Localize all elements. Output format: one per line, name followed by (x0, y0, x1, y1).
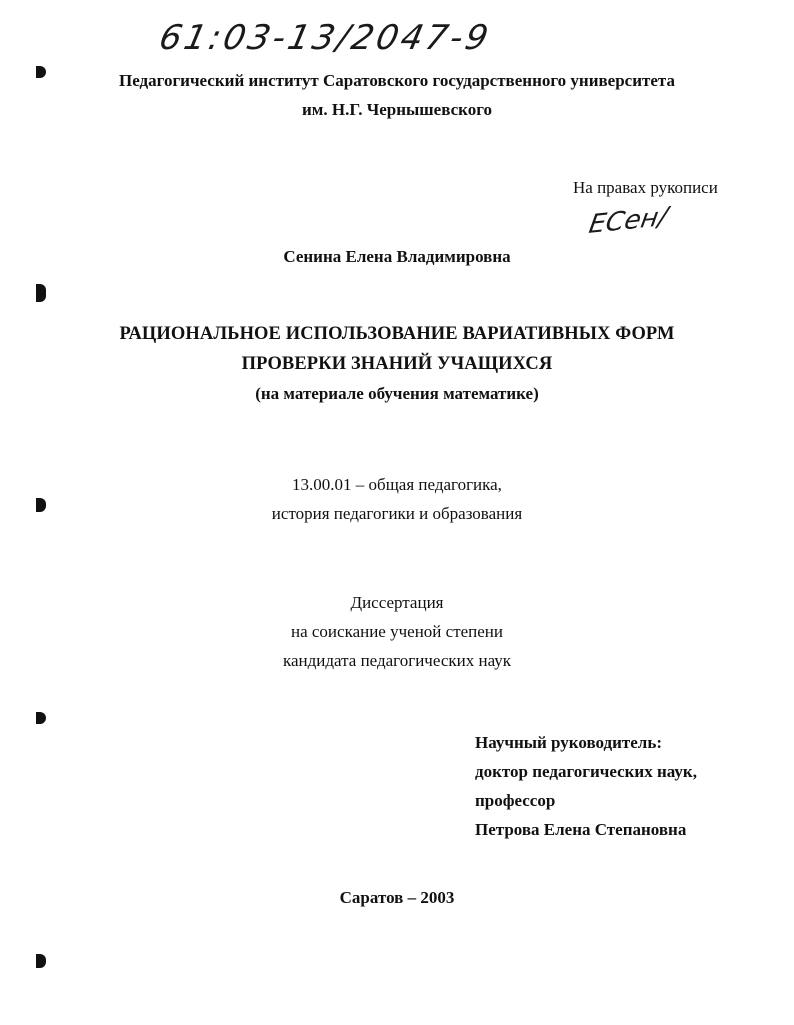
handwritten-catalog-number: 61:03-13/2047-9 (155, 18, 495, 58)
handwritten-signature: ЕСен/ (586, 202, 670, 240)
scan-mark (36, 954, 46, 968)
supervisor-degree: доктор педагогических наук, (475, 762, 697, 781)
institute-name: Педагогический институт Саратовского государственного университета (119, 71, 675, 90)
place-year: Саратов – 2003 (339, 888, 455, 907)
specialty-code: 13.00.01 – общая педагогика, (292, 475, 502, 494)
supervisor-rank: профессор (475, 791, 556, 810)
dissertation-subtitle: (на материале обучения математике) (255, 384, 539, 403)
degree-name: кандидата педагогических наук (282, 651, 512, 670)
specialty-name: история педагогики и образования (271, 504, 523, 523)
degree-purpose: на соискание ученой степени (290, 622, 504, 641)
institute-name-suffix: им. Н.Г. Чернышевского (302, 100, 492, 119)
dissertation-title-line2: ПРОВЕРКИ ЗНАНИЙ УЧАЩИХСЯ (241, 354, 553, 374)
supervisor-name: Петрова Елена Степановна (475, 820, 687, 839)
dissertation-title-line1: РАЦИОНАЛЬНОЕ ИСПОЛЬЗОВАНИЕ ВАРИАТИВНЫХ ФОРМ (119, 324, 675, 344)
document-type: Диссертация (350, 593, 444, 612)
supervisor-label: Научный руководитель: (475, 733, 662, 752)
scan-mark (36, 712, 46, 724)
rights-note: На правах рукописи (573, 178, 718, 197)
scan-mark (36, 284, 46, 302)
author-name: Сенина Елена Владимировна (283, 247, 511, 266)
